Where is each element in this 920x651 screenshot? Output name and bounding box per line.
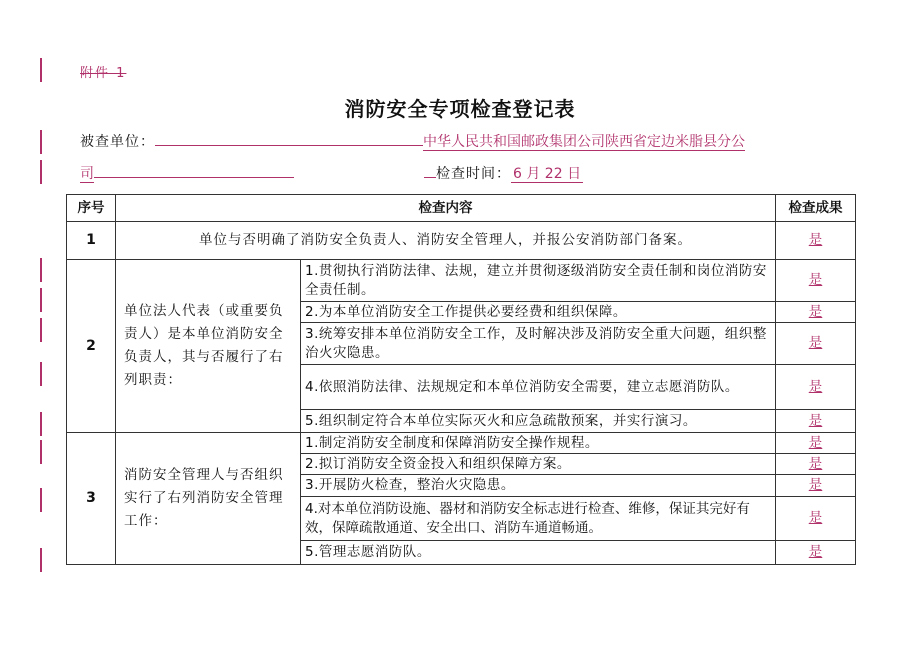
duty-item: 1.贯彻执行消防法律、法规，建立并贯彻逐级消防安全责任制和岗位消防安全责任制。: [301, 260, 776, 302]
inspected-unit-label: 被查单位：: [80, 134, 155, 150]
duty-item: 4.依照消防法律、法规规定和本单位消防安全需要，建立志愿消防队。: [301, 365, 776, 410]
row-number: 1: [67, 222, 116, 260]
revision-bar: [40, 160, 42, 184]
duty-item: 4.对本单位消防设施、器材和消防安全标志进行检查、维修，保证其完好有效，保障疏散通道、安全出口、消防车通道畅通。: [301, 497, 776, 541]
row-result: 是: [776, 454, 856, 475]
revision-bar: [40, 488, 42, 512]
duty-item: 3.统筹安排本单位消防安全工作，及时解决涉及消防安全重大问题，组织整治火灾隐患。: [301, 323, 776, 365]
row-result: 是: [776, 302, 856, 323]
table-row: [67, 433, 856, 454]
inspection-table: [66, 194, 856, 565]
page-title: 消防安全专项检查登记表: [344, 97, 576, 121]
group-label: 单位法人代表（或重要负责人）是本单位消防安全负责人，其与否履行了右列职责：: [116, 260, 301, 433]
inspected-unit-value-cont: 司: [80, 166, 94, 182]
row-result: 是: [776, 410, 856, 433]
inspected-unit-line: [80, 131, 745, 151]
row-result: 是: [776, 541, 856, 565]
revision-bar: [40, 548, 42, 572]
row-result: 是: [776, 475, 856, 497]
duty-item: 2.为本单位消防安全工作提供必要经费和组织保障。: [301, 302, 776, 323]
underline-blank: [155, 136, 423, 146]
attachment-label: 附件 1: [80, 66, 127, 81]
row-result: 是: [776, 222, 856, 260]
duty-item: 5.组织制定符合本单位实际灭火和应急疏散预案，并实行演习。: [301, 410, 776, 433]
row-content: 单位与否明确了消防安全负责人、消防安全管理人，并报公安消防部门备案。: [116, 222, 776, 260]
revision-bar: [40, 440, 42, 464]
revision-bar: [40, 318, 42, 342]
duty-item: 1.制定消防安全制度和保障消防安全操作规程。: [301, 433, 776, 454]
revision-bar: [40, 412, 42, 436]
revision-bar: [40, 258, 42, 282]
revision-bar: [40, 362, 42, 386]
revision-bar: [40, 130, 42, 154]
underline-blank: [424, 168, 436, 178]
header-no: 序号: [67, 195, 116, 222]
row-result: 是: [776, 365, 856, 410]
duty-item: 2.拟订消防安全资金投入和组织保障方案。: [301, 454, 776, 475]
row-result: 是: [776, 497, 856, 541]
inspection-time-label: 检查时间：: [436, 166, 511, 182]
revision-bar: [40, 288, 42, 312]
table-header-row: [67, 195, 856, 222]
row-result: 是: [776, 433, 856, 454]
group-label: 消防安全管理人与否组织实行了右列消防安全管理工作：: [116, 433, 301, 565]
header-result: 检查成果: [776, 195, 856, 222]
row-result: 是: [776, 323, 856, 365]
inspected-unit-value: 中华人民共和国邮政集团公司陕西省定边米脂县分公: [423, 134, 745, 150]
row-number: 2: [67, 260, 116, 433]
inspection-line: [80, 163, 583, 183]
underline-blank: [94, 168, 294, 178]
table-row: [67, 222, 856, 260]
inspection-time-value: 6 月 22 日: [513, 166, 582, 182]
revision-bar: [40, 58, 42, 82]
row-result: 是: [776, 260, 856, 302]
duty-item: 3.开展防火检查，整治火灾隐患。: [301, 475, 776, 497]
row-number: 3: [67, 433, 116, 565]
header-content: 检查内容: [116, 195, 776, 222]
table-row: [67, 260, 856, 302]
duty-item: 5.管理志愿消防队。: [301, 541, 776, 565]
